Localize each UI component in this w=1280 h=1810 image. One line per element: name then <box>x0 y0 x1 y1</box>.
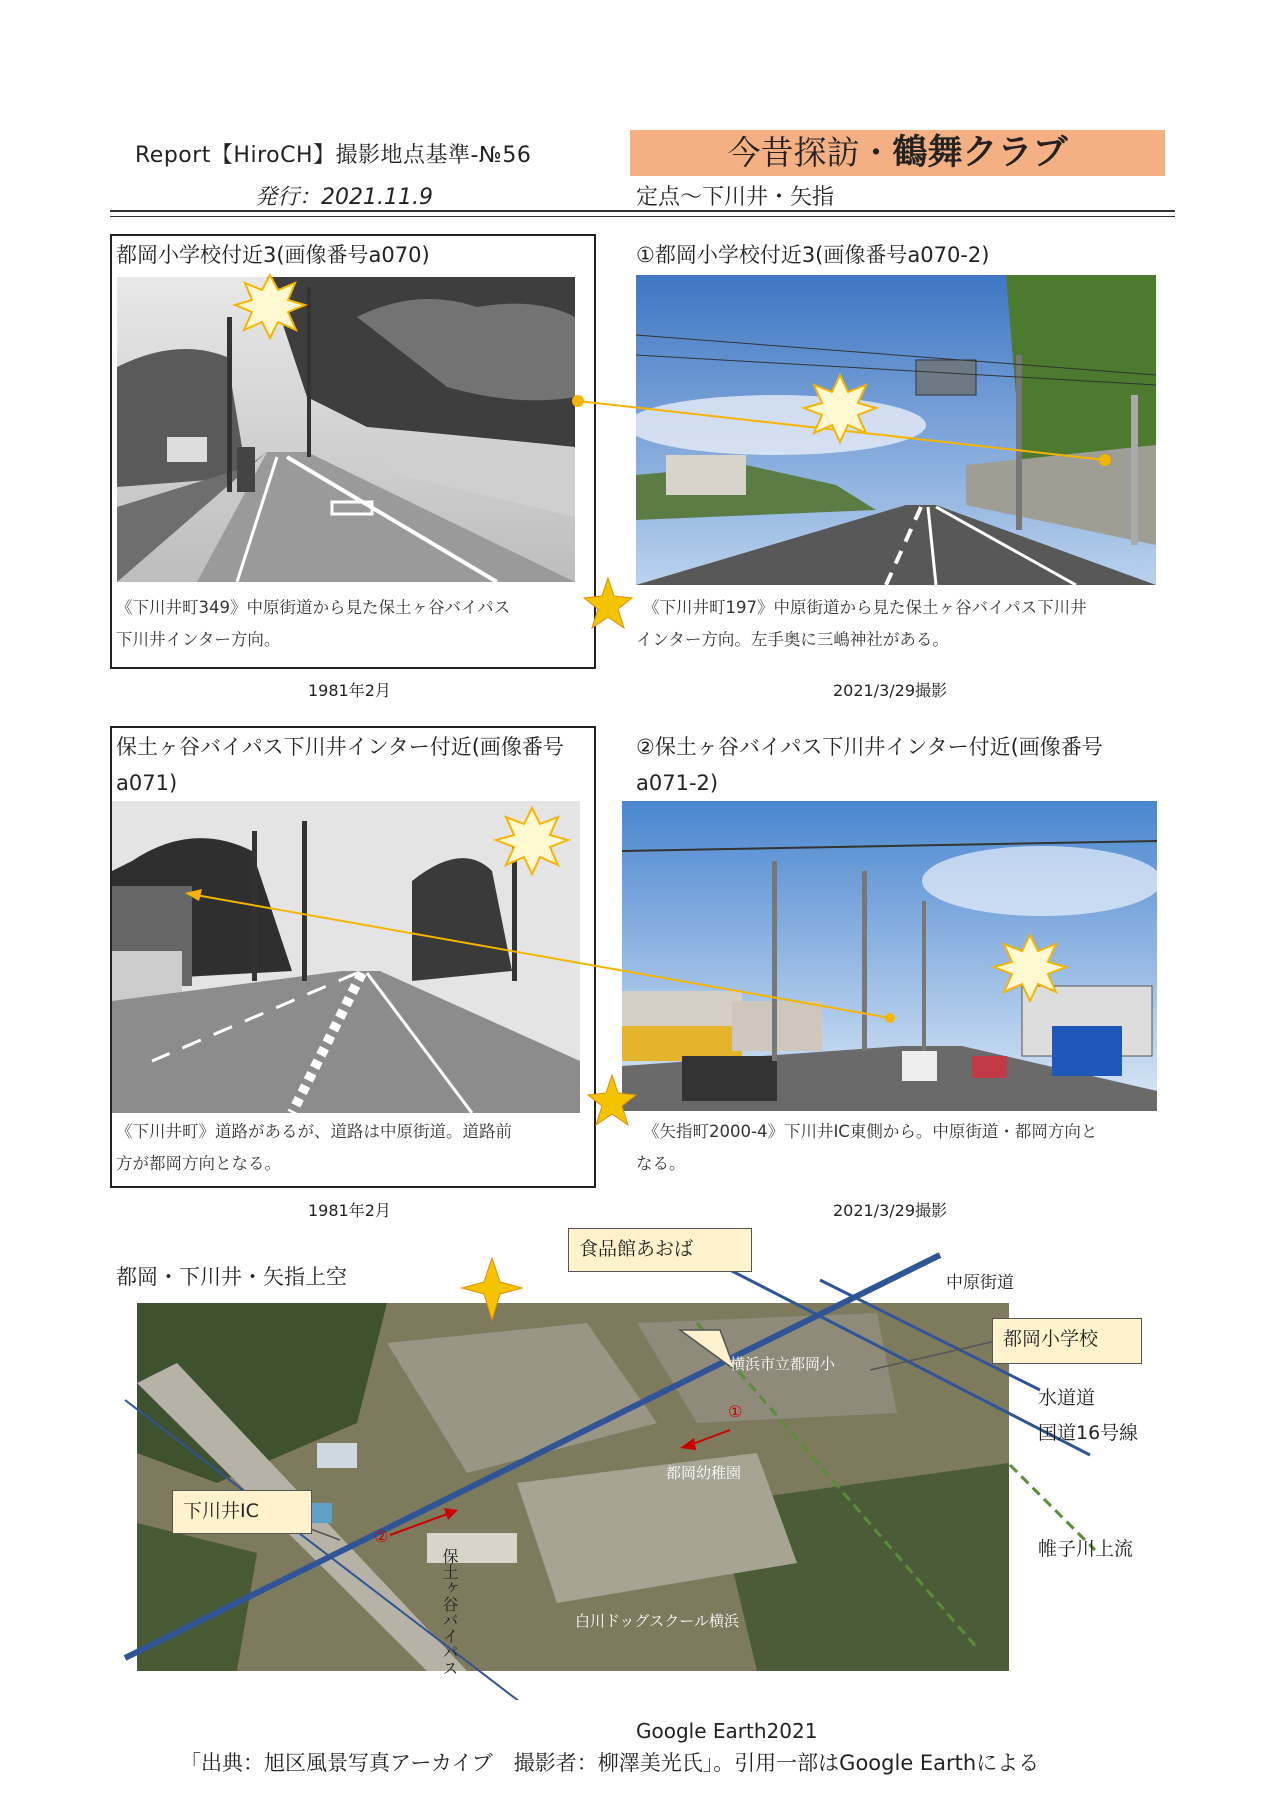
direction-arrow-1 <box>680 1430 730 1450</box>
compass-star-icon <box>462 1258 522 1320</box>
shokuhinkan-callout: 食品館あおば <box>568 1228 752 1272</box>
school-callout: 都岡小学校 <box>992 1318 1142 1364</box>
corner-star-icon <box>584 578 636 1125</box>
title-main: 鶴舞クラブ <box>892 132 1068 173</box>
marker-1: ① <box>728 1402 743 1421</box>
map-school-label: 横浜市立都岡小 <box>730 1355 836 1373</box>
callout-pointer-lines <box>300 1330 1000 1540</box>
new-photo-caption-2a: ②保土ヶ谷バイパス下川井インター付近(画像番号 <box>636 735 1103 759</box>
route16-label: 国道16号線 <box>1038 1422 1139 1444</box>
nakahara-road <box>125 1255 940 1658</box>
sun-star-icon <box>235 275 1066 1001</box>
old-photo-desc-2b: 方が都岡方向となる。 <box>116 1154 281 1173</box>
old-photo-desc-2a: 《下川井町》道路があるが、道路は中原街道。道路前 <box>116 1122 512 1141</box>
old-photo-date-1: 1981年2月 <box>308 681 391 700</box>
report-number: Report【HiroCH】撮影地点基準-№56 <box>135 143 532 168</box>
new-photo-caption-2b: a071-2) <box>636 771 719 795</box>
old-photo-caption-1: 都岡小学校付近3(画像番号a070) <box>116 243 430 267</box>
new-photo-desc-2b: なる。 <box>636 1154 686 1173</box>
arrow-line-2 <box>185 889 895 1023</box>
new-photo-date-1: 2021/3/29撮影 <box>833 681 948 700</box>
new-photo-desc-2a: 《矢指町2000-4》下川井IC東側から。中原街道・都岡方向と <box>643 1122 1098 1141</box>
new-photo-desc-1a: 《下川井町197》中原街道から見た保土ヶ谷バイパス下川井 <box>643 598 1087 617</box>
new-photo-desc-1b: インター方向。左手奥に三嶋神社がある。 <box>636 630 949 649</box>
old-photo-date-2: 1981年2月 <box>308 1201 391 1220</box>
old-photo-desc-1b: 下川井インター方向。 <box>116 630 281 649</box>
title-prefix: 今昔探訪・ <box>727 133 893 172</box>
subtitle: 定点〜下川井・矢指 <box>636 185 835 210</box>
old-photo-desc-1a: 《下川井町349》中原街道から見た保土ヶ谷バイパス <box>116 598 511 617</box>
bypass-vertical-label: 保土ヶ谷バイパス <box>440 1548 459 1676</box>
map-credit: Google Earth2021 <box>636 1719 818 1743</box>
footer-source: 「出典：旭区風景写真アーカイブ 撮影者：柳澤美光氏」。引用一部はGoogle Earthによる <box>180 1751 1040 1775</box>
suidoudo-label: 水道道 <box>1038 1387 1096 1409</box>
aerial-title: 都岡・下川井・矢指上空 <box>116 1265 347 1289</box>
katabira-label: 帷子川上流 <box>1038 1538 1134 1560</box>
new-photo-caption-1: ①都岡小学校付近3(画像番号a070-2) <box>636 243 990 267</box>
ic-callout: 下川井IC <box>172 1490 312 1534</box>
nakahara-label: 中原街道 <box>946 1273 1014 1293</box>
old-photo-caption-2b: a071) <box>116 771 178 795</box>
map-dog-label: 白川ドッグスクール横浜 <box>575 1612 739 1630</box>
new-photo-date-2: 2021/3/29撮影 <box>833 1201 948 1220</box>
old-photo-caption-2a: 保土ヶ谷バイパス下川井インター付近(画像番号 <box>116 735 564 759</box>
issue-date: 発行：2021.11.9 <box>255 185 433 210</box>
marker-2: ② <box>374 1527 389 1546</box>
map-kinder-label: 都岡幼稚園 <box>666 1464 742 1482</box>
